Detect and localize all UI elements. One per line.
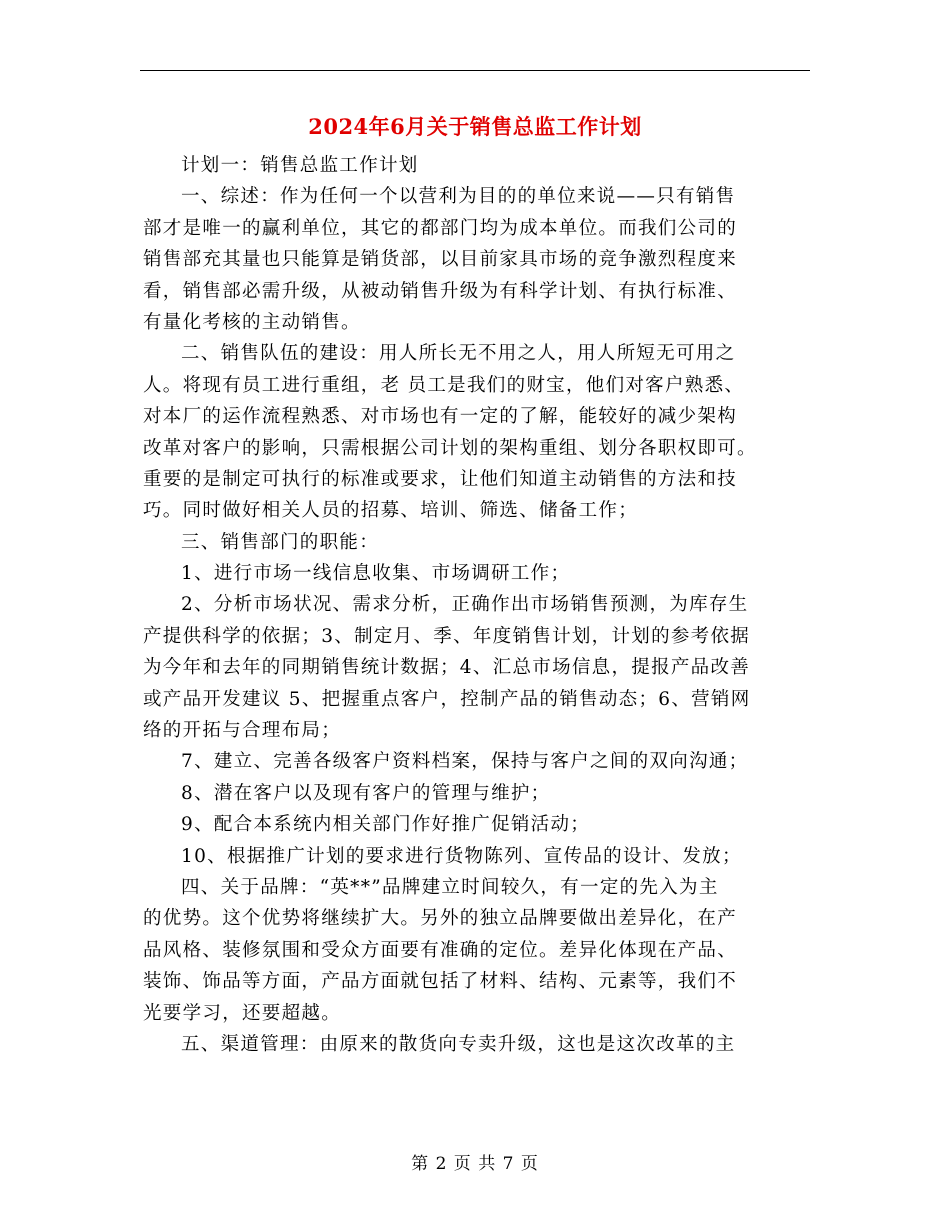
text-line: 计划一：销售总监工作计划	[181, 155, 419, 176]
document-body	[143, 150, 807, 1060]
text-line: 10、根据推广计划的要求进行货物陈列、宣传品的设计、发放；	[181, 845, 742, 867]
text-line: 装饰、饰品等方面，产品方面就包括了材料、结构、元素等，我们不	[143, 971, 738, 993]
page-footer: 第 2 页 共 7 页	[411, 1154, 539, 1174]
text-line: 有量化考核的主动销售。	[143, 311, 361, 333]
text-line: 三、销售部门的职能：	[181, 531, 380, 553]
text-line: 9、配合本系统内相关部门作好推广促销活动；	[181, 814, 591, 836]
text-line: 一、综述：作为任何一个以营利为目的的单位来说——只有销售	[181, 186, 736, 208]
text-line: 8、潜在客户以及现有客户的管理与维护；	[181, 782, 551, 804]
text-line: 对本厂的运作流程熟悉、对市场也有一定的了解，能较好的减少架构	[143, 406, 738, 428]
text-line: 1、进行市场一线信息收集、市场调研工作；	[181, 563, 571, 585]
header-rule	[140, 70, 810, 71]
text-line: 光要学习，还要超越。	[143, 1002, 342, 1024]
document-title: 2024年6月关于销售总监工作计划	[308, 114, 642, 139]
text-line: 为今年和去年的同期销售统计数据；4、汇总市场信息，提报产品改善	[143, 657, 751, 679]
text-line: 部才是唯一的赢利单位，其它的都部门均为成本单位。而我们公司的	[143, 217, 738, 239]
text-line: 销售部充其量也只能算是销货部，以目前家具市场的竞争激烈程度来	[143, 249, 738, 271]
text-line: 络的开拓与合理布局；	[143, 720, 342, 742]
text-line: 重要的是制定可执行的标准或要求，让他们知道主动销售的方法和技	[143, 468, 738, 490]
text-line: 改革对客户的影响，只需根据公司计划的架构重组、划分各职权即可。	[143, 437, 757, 459]
text-line: 的优势。这个优势将继续扩大。另外的独立品牌要做出差异化，在产	[143, 908, 738, 930]
text-line: 或产品开发建议 5、把握重点客户，控制产品的销售动态；6、营销网	[143, 688, 751, 710]
text-line: 品风格、装修氛围和受众方面要有准确的定位。差异化体现在产品、	[143, 939, 738, 961]
text-line: 看，销售部必需升级，从被动销售升级为有科学计划、有执行标准、	[143, 280, 738, 302]
text-line: 人。将现有员工进行重组，老 员工是我们的财宝，他们对客户熟悉、	[143, 374, 745, 396]
text-line: 二、销售队伍的建设：用人所长无不用之人，用人所短无可用之	[181, 343, 736, 365]
text-line: 巧。同时做好相关人员的招募、培训、筛选、储备工作；	[143, 500, 639, 522]
text-line: 7、建立、完善各级客户资料档案，保持与客户之间的双向沟通；	[181, 751, 749, 773]
text-line: 四、关于品牌：“英**”品牌建立时间较久，有一定的先入为主	[181, 876, 719, 898]
text-line: 五、渠道管理：由原来的散货向专卖升级，这也是这次改革的主	[181, 1033, 736, 1055]
text-line: 2、分析市场状况、需求分析，正确作出市场销售预测，为库存生	[181, 594, 749, 616]
text-line: 产提供科学的依据；3、制定月、季、年度销售计划，计划的参考依据	[143, 625, 751, 647]
